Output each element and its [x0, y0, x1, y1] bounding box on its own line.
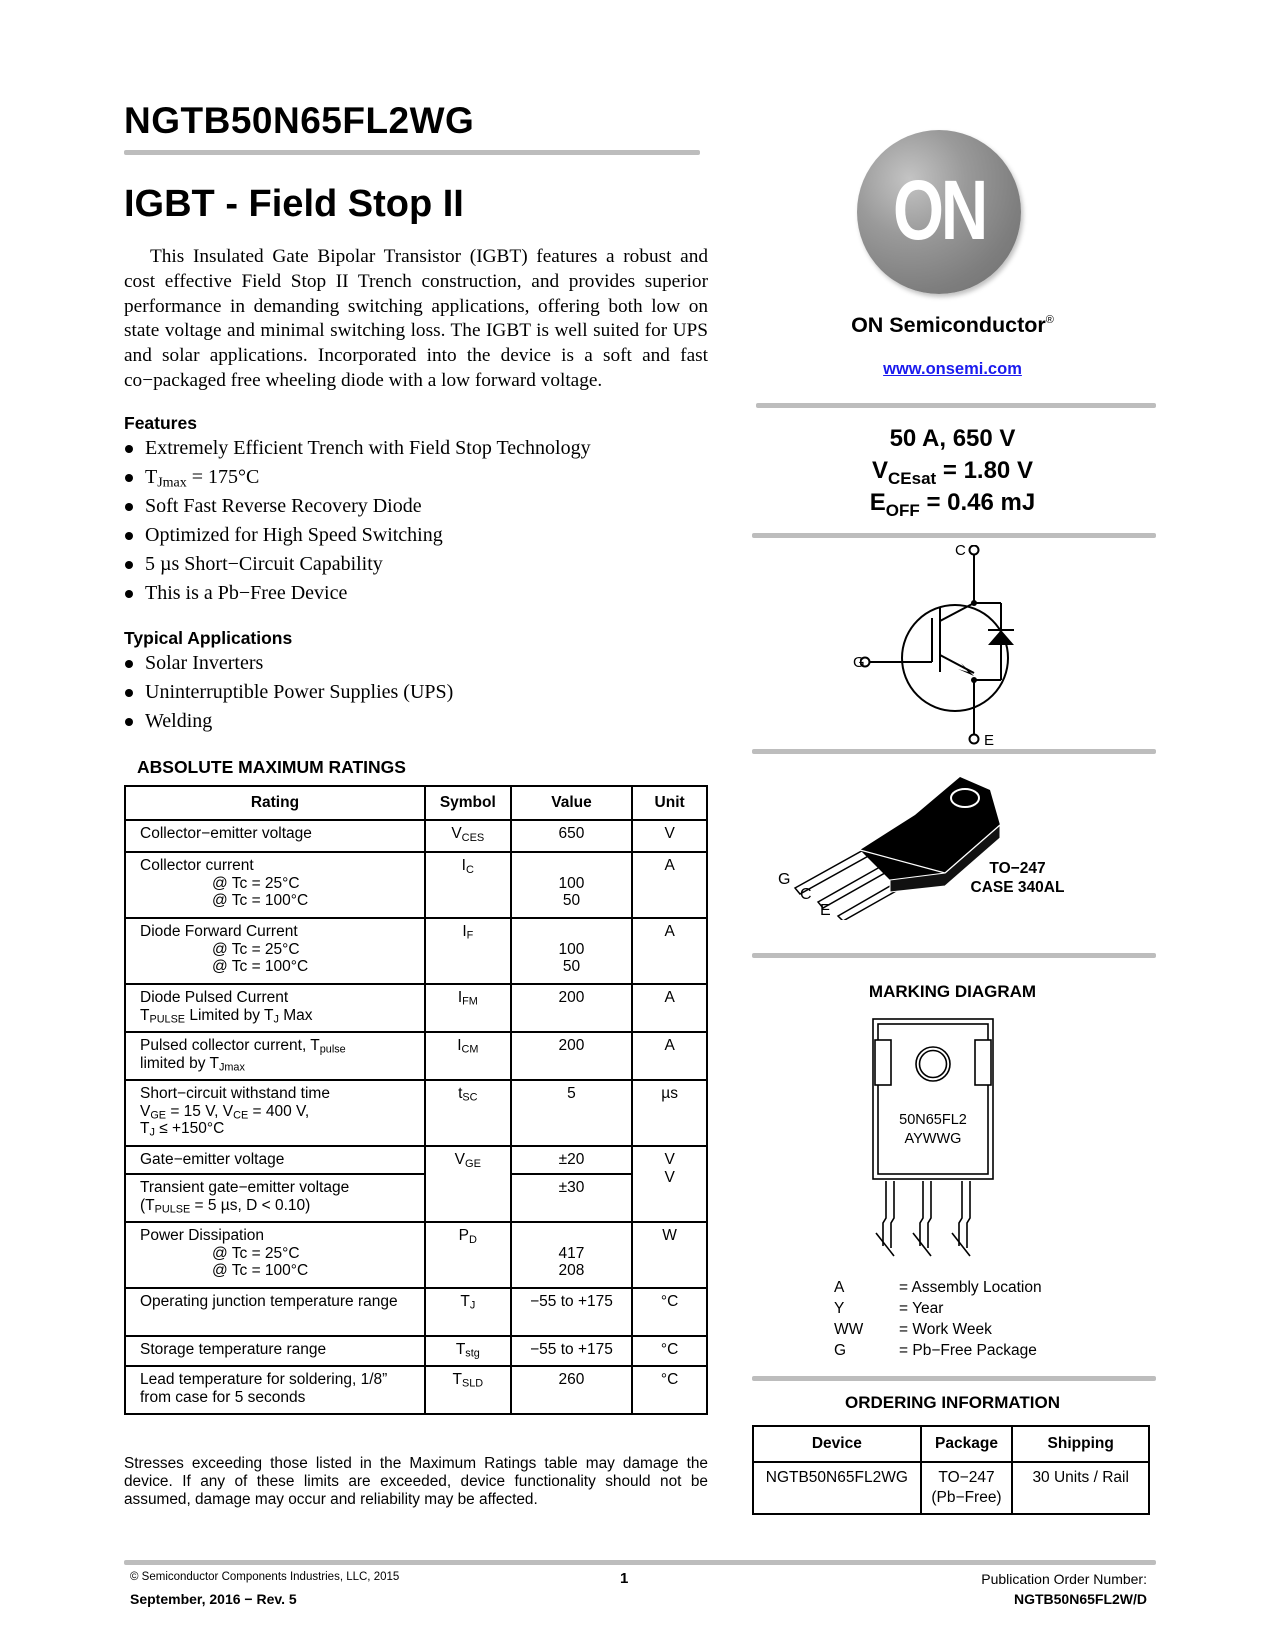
copyright: © Semiconductor Components Industries, LLC, 2015 [130, 1571, 400, 1583]
publication-number: NGTB50N65FL2W/D [1013, 1591, 1147, 1607]
table-row [125, 918, 707, 984]
symbol-cell: $P_D$ [425, 1222, 511, 1288]
marking-legend [834, 1277, 1042, 1361]
feature-item: This is a Pb−Free Device [124, 579, 591, 608]
pin-label-c: C [955, 542, 966, 559]
lead-label-c: C [800, 886, 812, 903]
divider [752, 953, 1156, 958]
revision-date: September, 2016 − Rev. 5 [130, 1591, 297, 1607]
symbol-cell: $T_{SLD}$ [425, 1366, 511, 1414]
rating-cell: Transient gate−emitter voltage ($T_{PULSE} = 5$ µs, D < 0.10) [125, 1174, 425, 1222]
amr-heading: ABSOLUTE MAXIMUM RATINGS [137, 757, 406, 777]
symbol-cell: $t_{SC}$ [425, 1080, 511, 1146]
page-subtitle: IGBT - Field Stop II [124, 183, 464, 225]
bullet-icon [125, 689, 133, 697]
symbol-cell: $I_{CM}$ [425, 1032, 511, 1080]
bullet-icon [125, 503, 133, 511]
device-cell: NGTB50N65FL2WG [753, 1462, 921, 1514]
feature-item: $T_{Jmax} = 175^\circ C$ [124, 463, 591, 492]
page-number: 1 [620, 1570, 629, 1587]
features-heading: Features [124, 413, 197, 433]
legend-item: Y = Year [834, 1300, 944, 1317]
value-cell: 260 [511, 1366, 633, 1414]
value-cell: ±20 [511, 1146, 633, 1174]
ordering-heading: ORDERING INFORMATION [844, 1393, 1060, 1412]
symbol-cell: $I_{FM}$ [425, 984, 511, 1032]
unit-cell: A [632, 1032, 707, 1080]
table-row [125, 1032, 707, 1080]
value-cell: 200 [511, 984, 633, 1032]
spec-current-voltage: 50 A, 650 V [889, 425, 1016, 452]
marking-heading: MARKING DIAGRAM [868, 982, 1037, 1001]
spec-vcesat: $V_{CEsat} = 1.80$ V [872, 457, 1033, 488]
lead-label-g: G [778, 871, 791, 888]
shipping-cell: 30 Units / Rail [1012, 1462, 1149, 1514]
bullet-icon [125, 590, 133, 598]
symbol-cell: $T_J$ [425, 1288, 511, 1336]
rating-cell: Short−circuit withstand time $V_{GE} = 15$ V, $V_{CE} = 400$ V, $T_J \le +150^\circ C$ [125, 1080, 425, 1146]
table-header-row [125, 786, 707, 820]
table-row [125, 984, 707, 1032]
table-header-row [753, 1426, 1149, 1462]
symbol-cell: $T_{stg}$ [425, 1336, 511, 1366]
rating-cell: Operating junction temperature range [125, 1288, 425, 1336]
bullet-icon [125, 474, 133, 482]
value-cell: −55 to +175 [511, 1336, 633, 1366]
package-drawing [790, 770, 1020, 920]
rating-cell: Gate−emitter voltage [125, 1146, 425, 1174]
feature-item: 5 µs Short−Circuit Capability [124, 550, 591, 579]
legend-item: A = Assembly Location [834, 1279, 1042, 1296]
table-row [125, 1174, 707, 1222]
brand-name: ON Semiconductor® [851, 313, 1054, 337]
description [124, 245, 708, 394]
ratings-note: Stresses exceeding those listed in the Maximum Ratings table may damage the device. If any of these limits are exceeded, device functionality should not be assumed, damage may occur and reliability may be affected. [124, 1455, 708, 1508]
rating-cell: Lead temperature for soldering, 1/8” from case for 5 seconds [125, 1366, 425, 1414]
schematic-circle [902, 605, 1008, 711]
logo-text: ON [892, 163, 986, 257]
unit-cell: °C [632, 1288, 707, 1336]
bullet-icon [125, 532, 133, 540]
symbol-cell: $I_F$ [425, 918, 511, 984]
legend-item: G = Pb−Free Package [834, 1342, 1037, 1359]
table-row [125, 1080, 707, 1146]
features-list [124, 434, 591, 608]
bullet-icon [125, 561, 133, 569]
lead-label-e: E [820, 902, 831, 919]
divider [752, 1376, 1156, 1381]
value-cell: 200 [511, 1032, 633, 1080]
unit-cell: °C [632, 1336, 707, 1366]
applications-list [124, 649, 453, 736]
diode-icon [988, 630, 1014, 645]
package-cell: TO−247 (Pb−Free) [921, 1462, 1013, 1514]
unit-cell: °C [632, 1366, 707, 1414]
rating-cell: Collector−emitter voltage [125, 820, 425, 852]
rating-cell: Power Dissipation @ Tc = 25°C @ Tc = 100°C [125, 1222, 425, 1288]
value-cell: 417 208 [511, 1222, 633, 1288]
feature-item: Soft Fast Reverse Recovery Diode [124, 492, 591, 521]
table-row [125, 1366, 707, 1414]
marking-text: 50N65FL2 AYWWG [899, 1112, 967, 1147]
ordering-table [752, 1425, 1150, 1515]
col-header-value: Value [511, 786, 633, 820]
website-link[interactable]: www.onsemi.com [883, 360, 1022, 378]
table-row [125, 1146, 707, 1174]
unit-cell: W [632, 1222, 707, 1288]
unit-cell: A [632, 918, 707, 984]
feature-item: Extremely Efficient Trench with Field Stop Technology [124, 434, 591, 463]
table-row [753, 1462, 1149, 1514]
symbol-cell: $V_{GE}$ [425, 1146, 511, 1222]
unit-cell: V V [632, 1146, 707, 1222]
pin-label-e: E [984, 732, 995, 749]
package-name: TO−247 CASE 340AL [970, 860, 1065, 896]
table-row [125, 852, 707, 918]
title-divider [124, 150, 700, 155]
absolute-maximum-ratings-table [124, 785, 708, 1415]
value-cell: 100 50 [511, 918, 633, 984]
value-cell: 100 50 [511, 852, 633, 918]
applications-heading: Typical Applications [124, 628, 293, 648]
bullet-icon [125, 660, 133, 668]
unit-cell: µs [632, 1080, 707, 1146]
collector-terminal [970, 546, 979, 555]
emitter-terminal [970, 735, 979, 744]
unit-cell: A [632, 852, 707, 918]
table-row [125, 1288, 707, 1336]
application-item: Uninterruptible Power Supplies (UPS) [124, 678, 453, 707]
divider [756, 403, 1156, 408]
symbol-cell: $V_{CES}$ [425, 820, 511, 852]
unit-cell: V [632, 820, 707, 852]
rating-cell: Storage temperature range [125, 1336, 425, 1366]
symbol-cell: $I_C$ [425, 852, 511, 918]
part-number-title: NGTB50N65FL2WG [124, 100, 475, 141]
rating-cell: Diode Pulsed Current $T_{PULSE}$ Limited by $T_J$ Max [125, 984, 425, 1032]
col-header-shipping: Shipping [1012, 1426, 1149, 1462]
col-header-unit: Unit [632, 786, 707, 820]
table-row [125, 820, 707, 852]
rating-cell: Diode Forward Current @ Tc = 25°C @ Tc = 100°C [125, 918, 425, 984]
divider [752, 749, 1156, 754]
value-cell: ±30 [511, 1174, 633, 1222]
value-cell: 650 [511, 820, 633, 852]
feature-item: Optimized for High Speed Switching [124, 521, 591, 550]
col-header-rating: Rating [125, 786, 425, 820]
table-row [125, 1222, 707, 1288]
application-item: Welding [124, 707, 453, 736]
bullet-icon [125, 718, 133, 726]
col-header-device: Device [753, 1426, 921, 1462]
pin-label-g: G [853, 654, 865, 671]
value-cell: −55 to +175 [511, 1288, 633, 1336]
publication-label: Publication Order Number: [981, 1571, 1147, 1587]
spec-eoff: $E_{OFF} = 0.46$ mJ [869, 489, 1036, 520]
col-header-symbol: Symbol [425, 786, 511, 820]
rating-cell: Pulsed collector current, $T_{pulse}$ limited by $T_{Jmax}$ [125, 1032, 425, 1080]
col-header-package: Package [921, 1426, 1013, 1462]
legend-item: WW = Work Week [834, 1321, 992, 1338]
description-text: This Insulated Gate Bipolar Transistor (IGBT) features a robust and cost effective Field Stop II Trench construction, and provides superior performance in demanding switching applications, offering both low on state voltage and minimal switching loss. The IGBT is well suited for UPS and solar applications. Incorporated into the device is a soft and fast co−packaged free wheeling diode with a low forward voltage. [124, 246, 708, 391]
value-cell: 5 [511, 1080, 633, 1146]
application-item: Solar Inverters [124, 649, 453, 678]
table-row [125, 1336, 707, 1366]
bullet-icon [125, 445, 133, 453]
rating-cell: Collector current @ Tc = 25°C @ Tc = 100°C [125, 852, 425, 918]
divider [752, 533, 1156, 538]
footer-divider [124, 1560, 1156, 1565]
unit-cell: A [632, 984, 707, 1032]
igbt-schematic [860, 545, 1020, 745]
